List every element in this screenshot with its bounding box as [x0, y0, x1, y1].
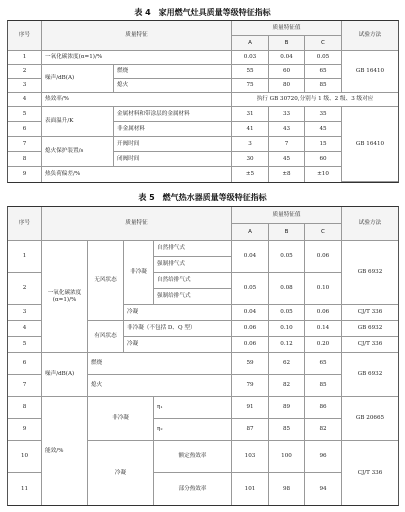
t4-row7-sub: 开阀时间 [114, 137, 232, 152]
t5-header-no: 序号 [8, 207, 42, 241]
t4-row1-c: 0.05 [305, 51, 342, 65]
t4-row1-no: 1 [8, 51, 42, 65]
t4-row1-b: 0.04 [269, 51, 305, 65]
t4-row8-sub: 闭阀时间 [114, 152, 232, 167]
t4-header-b: B [269, 36, 305, 51]
t5-row9-c: 82 [305, 419, 342, 441]
t5-row8-b: 89 [269, 397, 305, 419]
t5-row2-no: 2 [8, 273, 42, 305]
t5-wind-label: 有风状态 [88, 321, 124, 353]
t5-row10-b: 100 [269, 441, 305, 473]
t4-row8-c: 60 [305, 152, 342, 167]
t5-row1-no: 1 [8, 241, 42, 273]
t5-row1-b: 0.05 [269, 241, 305, 273]
t5-row8-c: 86 [305, 397, 342, 419]
t4-row8-b: 45 [269, 152, 305, 167]
t5-row9-sub: η₂ [154, 419, 232, 441]
t4-header-a: A [232, 36, 269, 51]
table4 [7, 20, 399, 183]
t5-row3-no: 3 [8, 305, 42, 321]
t4-surface-label: 表面温升/K [42, 107, 114, 137]
t5-row2-b: 0.08 [269, 273, 305, 305]
t5-row4-b: 0.10 [269, 321, 305, 337]
t4-row9-label: 热负荷偏差/% [42, 167, 232, 182]
t5-row2-c: 0.10 [305, 273, 342, 305]
t5-row8-a: 91 [232, 397, 269, 419]
t4-row7-c: 15 [305, 137, 342, 152]
t5-row9-b: 85 [269, 419, 305, 441]
t4-header-no: 序号 [8, 21, 42, 51]
t4-row2-c: 65 [305, 65, 342, 79]
t4-row2-no: 2 [8, 65, 42, 79]
t5-header-a: A [232, 224, 269, 241]
t4-method-1: GB 16410 [342, 51, 398, 93]
t4-row5-no: 5 [8, 107, 42, 122]
t4-row4-label: 热效率/% [42, 93, 232, 107]
t4-header-level: 质量特征值 [232, 21, 342, 36]
t4-row8-a: 30 [232, 152, 269, 167]
t4-row6-a: 41 [232, 122, 269, 137]
t5-row6-b: 62 [269, 353, 305, 375]
t5-header-level: 质量特征值 [232, 207, 342, 224]
t5-row1a-sub: 自然排气式 [154, 241, 232, 257]
t5-row7-a: 79 [232, 375, 269, 397]
t4-row5-a: 31 [232, 107, 269, 122]
t5-row2a-sub: 自然给排气式 [154, 273, 232, 289]
t5-eff-label: 能效/% [42, 397, 88, 505]
t4-row3-sub: 熄火 [114, 79, 232, 93]
t5-row6-c: 65 [305, 353, 342, 375]
t4-row4-merged: 执行 GB 30720,分别与 1 级、2 级、3 级对应 [232, 93, 398, 107]
t4-row5-b: 33 [269, 107, 305, 122]
t5-row2b-sub: 强制给排气式 [154, 289, 232, 305]
t5-row3-a: 0.04 [232, 305, 269, 321]
table5-title: 表 5 燃气热水器质量等级特征指标 [138, 193, 267, 202]
t4-row8-no: 8 [8, 152, 42, 167]
t5-header-method: 试验方法 [342, 207, 398, 241]
t4-flame-label: 熄火保护装置/s [42, 137, 114, 167]
t5-row4-no: 4 [8, 321, 42, 337]
t4-row7-no: 7 [8, 137, 42, 152]
t4-row7-b: 7 [269, 137, 305, 152]
t5-row3-c: 0.06 [305, 305, 342, 321]
t5-row7-b: 82 [269, 375, 305, 397]
t4-noise-label: 噪声/dB(A) [42, 65, 114, 93]
t4-row9-b: ±8 [269, 167, 305, 182]
t4-row5-sub: 金属材料和带涂层的金属材料 [114, 107, 232, 122]
t5-row7-c: 85 [305, 375, 342, 397]
table5 [7, 206, 399, 506]
t5-row8-sub: η₁ [154, 397, 232, 419]
t4-row6-no: 6 [8, 122, 42, 137]
t5-row1-c: 0.06 [305, 241, 342, 273]
t5-row3-b: 0.05 [269, 305, 305, 321]
t4-row6-c: 45 [305, 122, 342, 137]
t5-row5-sub: 冷凝 [124, 337, 232, 353]
t4-header-feature: 质量特征 [42, 21, 232, 51]
t5-co-label: 一氧化碳浓度(α=1)/% [42, 241, 88, 353]
t5-row6-sub: 燃烧 [88, 353, 232, 375]
t4-row9-c: ±10 [305, 167, 342, 182]
t5-method-m89: GB 20665 [342, 397, 398, 441]
t5-row6-no: 6 [8, 353, 42, 375]
t5-row4-c: 0.14 [305, 321, 342, 337]
t5-noise-label: 噪声/dB(A) [42, 353, 88, 397]
t5-row5-b: 0.12 [269, 337, 305, 353]
t5-row4-a: 0.06 [232, 321, 269, 337]
t5-header-b: B [269, 224, 305, 241]
t5-method-m4: GB 6932 [342, 321, 398, 337]
t5-method-m5: CJ/T 336 [342, 337, 398, 353]
t5-row11-a: 101 [232, 473, 269, 505]
t4-header-c: C [305, 36, 342, 51]
t5-method-m12: GB 6932 [342, 241, 398, 305]
t5-row11-sub: 部分热效率 [154, 473, 232, 505]
t5-method-m67: GB 6932 [342, 353, 398, 397]
t5-row7-sub: 熄火 [88, 375, 232, 397]
t5-row6-a: 59 [232, 353, 269, 375]
t5-row11-no: 11 [8, 473, 42, 505]
t5-header-feature: 质量特征 [42, 207, 232, 241]
t4-row9-no: 9 [8, 167, 42, 182]
t4-row1-a: 0.03 [232, 51, 269, 65]
t5-row1b-sub: 强制排气式 [154, 257, 232, 273]
t4-header-method: 试验方法 [342, 21, 398, 51]
t5-cond-label: 冷凝 [124, 305, 232, 321]
t4-method-2: GB 16410 [342, 107, 398, 182]
t5-row5-no: 5 [8, 337, 42, 353]
t4-row6-sub: 非金属材料 [114, 122, 232, 137]
t5-row4-sub: 非冷凝（不包括 D、Q 型） [124, 321, 232, 337]
t5-row11-c: 94 [305, 473, 342, 505]
t5-row10-no: 10 [8, 441, 42, 473]
t5-nowind-label: 无风状态 [88, 241, 124, 321]
t4-row5-c: 35 [305, 107, 342, 122]
t4-row4-no: 4 [8, 93, 42, 107]
t5-row5-c: 0.20 [305, 337, 342, 353]
t4-row2-sub: 燃烧 [114, 65, 232, 79]
t4-row3-b: 80 [269, 79, 305, 93]
t5-row10-a: 103 [232, 441, 269, 473]
t4-row3-c: 85 [305, 79, 342, 93]
t4-row3-no: 3 [8, 79, 42, 93]
t5-row10-sub: 额定热效率 [154, 441, 232, 473]
t4-row9-a: ±5 [232, 167, 269, 182]
t5-noncond-label: 非冷凝 [124, 241, 154, 305]
t5-eff-cond-label: 冷凝 [88, 441, 154, 505]
t4-row7-a: 3 [232, 137, 269, 152]
t5-row11-b: 98 [269, 473, 305, 505]
table4-title: 表 4 家用燃气灶具质量等级特征指标 [134, 8, 271, 17]
t5-row9-no: 9 [8, 419, 42, 441]
t5-row2-a: 0.05 [232, 273, 269, 305]
t4-row2-b: 60 [269, 65, 305, 79]
t5-row8-no: 8 [8, 397, 42, 419]
t4-row1-label: 一氧化碳浓度(α=1)/% [42, 51, 232, 65]
t5-row1-a: 0.04 [232, 241, 269, 273]
t5-method-m1011: CJ/T 336 [357, 469, 383, 476]
t5-row7-no: 7 [8, 375, 42, 397]
t5-header-c: C [305, 224, 342, 241]
t4-row3-a: 75 [232, 79, 269, 93]
t5-eff-noncond-label: 非冷凝 [88, 397, 154, 441]
t5-method-m3: CJ/T 336 [342, 305, 398, 321]
t5-row9-a: 87 [232, 419, 269, 441]
t4-row2-a: 55 [232, 65, 269, 79]
t5-row5-a: 0.06 [232, 337, 269, 353]
t4-row6-b: 43 [269, 122, 305, 137]
t5-row10-c: 96 [305, 441, 342, 473]
